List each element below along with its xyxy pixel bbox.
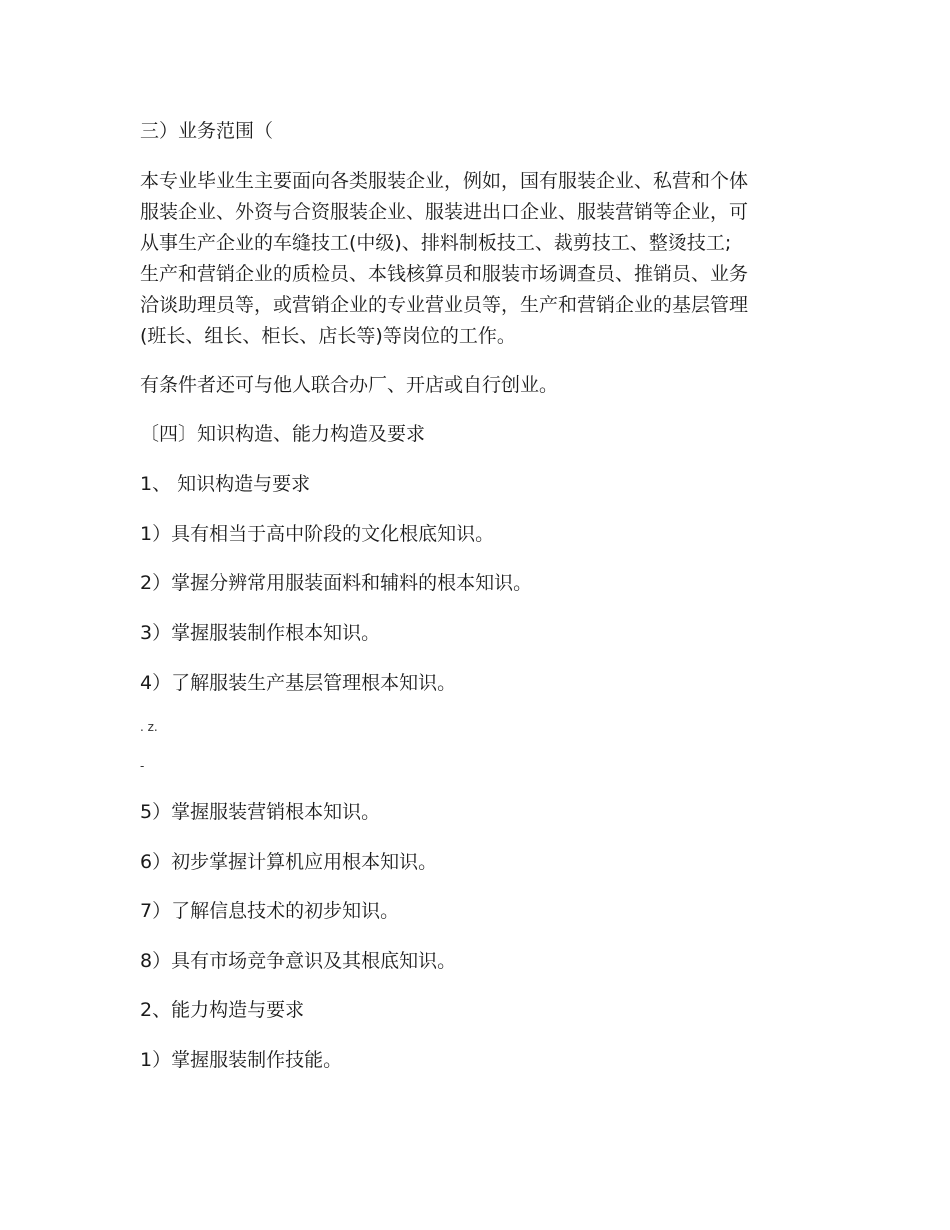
paragraph-line: 服装企业、外资与合资服装企业、服装进出口企业、服装营销等企业，可	[140, 201, 749, 223]
section-3-extra-text: 有条件者还可与他人联合办厂、开店或自行创业。	[140, 374, 559, 396]
paragraph-line: (班长、组长、柜长、店长等)等岗位的工作。	[140, 325, 516, 347]
paragraph-line: 从事生产企业的车缝技工(中级)、排料制板技工、裁剪技工、整烫技工;	[140, 232, 732, 254]
page-footer-marker: . z.	[140, 720, 158, 734]
knowledge-item: 7）了解信息技术的初步知识。	[140, 900, 400, 922]
page-header-marker: -	[140, 759, 145, 773]
knowledge-item: 6）初步掌握计算机应用根本知识。	[140, 851, 438, 873]
paragraph-line: 生产和营销企业的质检员、本钱核算员和服装市场调查员、推销员、业务	[140, 263, 749, 285]
section-4-heading: 〔四〕知识构造、能力构造及要求	[140, 423, 426, 445]
section-3-heading: 三）业务范围（	[140, 120, 274, 142]
section-3-paragraph	[140, 166, 812, 352]
ability-heading: 2、能力构造与要求	[140, 999, 305, 1021]
knowledge-heading: 1、 知识构造与要求	[140, 473, 311, 495]
knowledge-item: 4）了解服装生产基层管理根本知识。	[140, 672, 457, 694]
knowledge-item: 8）具有市场竞争意识及其根底知识。	[140, 950, 457, 972]
ability-item: 1）掌握服装制作技能。	[140, 1049, 343, 1071]
knowledge-item: 5）掌握服装营销根本知识。	[140, 801, 381, 823]
paragraph-line: 本专业毕业生主要面向各类服装企业，例如，国有服装企业、私营和个体	[140, 170, 749, 192]
knowledge-item: 3）掌握服装制作根本知识。	[140, 622, 381, 644]
paragraph-line: 洽谈助理员等，或营销企业的专业营业员等，生产和营销企业的基层管理	[140, 294, 749, 316]
knowledge-item: 2）掌握分辨常用服装面料和辅料的根本知识。	[140, 572, 533, 594]
knowledge-item: 1）具有相当于高中阶段的文化根底知识。	[140, 523, 495, 545]
